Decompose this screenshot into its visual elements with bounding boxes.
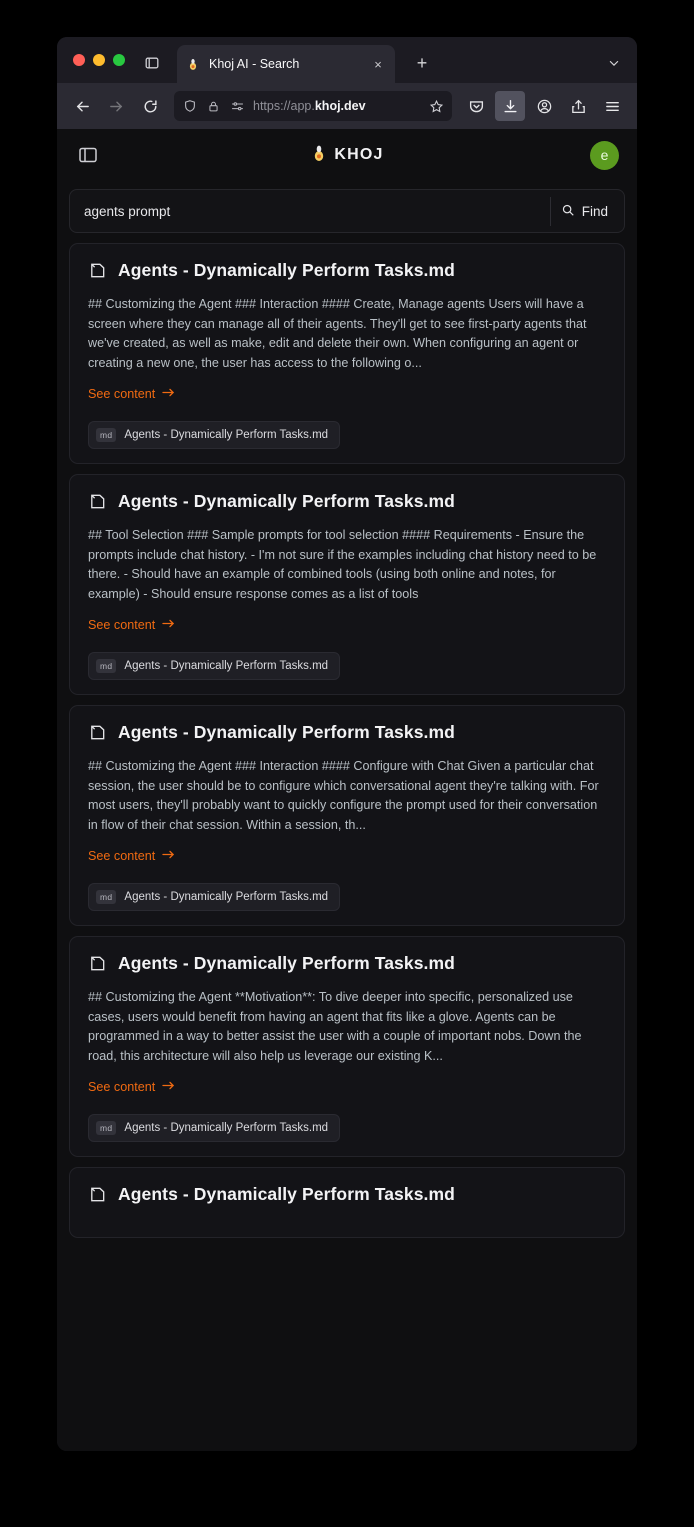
card-snippet: ## Tool Selection ### Sample prompts for tool selection #### Requirements - Ensure the prompts include chat history. - I'm not sure if the examples including chat history need to be there. - Should have an example of combined tools (using both online and notes, for example) - Should ensure response comes as a list of tools — [88, 528, 597, 601]
card-title: Agents - Dynamically Perform Tasks.md — [118, 722, 455, 743]
url-prefix: https://app. — [253, 99, 315, 113]
file-document-icon — [88, 723, 107, 742]
chevron-down-icon[interactable] — [599, 48, 629, 78]
tab-title: Khoj AI - Search — [209, 57, 300, 71]
chip-row — [88, 652, 606, 680]
see-content-label: See content — [88, 849, 156, 864]
close-window-button[interactable] — [73, 54, 85, 66]
avatar[interactable]: e — [590, 141, 619, 170]
search-result-card[interactable] — [69, 936, 625, 1157]
list-all-tabs-icon[interactable] — [137, 48, 167, 78]
khoj-favicon — [185, 56, 201, 72]
arrow-right-icon — [162, 849, 175, 863]
minimize-window-button[interactable] — [93, 54, 105, 66]
chip-label: Agents - Dynamically Perform Tasks.md — [124, 891, 329, 904]
file-document-icon — [88, 954, 107, 973]
browser-tab[interactable] — [177, 45, 395, 83]
card-snippet: ## Customizing the Agent ### Interaction #### Configure with Chat Given a particular chat session, the user should be to configure which conversational agent they're talking with. For most users, they'll probably want to quickly configure the prompt used for their conversation in flow of their chat session. Within a session, th... — [88, 759, 599, 832]
brand-name: KHOJ — [334, 146, 384, 163]
tab-strip — [57, 37, 637, 83]
arrow-left-icon[interactable] — [67, 91, 97, 121]
find-button[interactable] — [550, 197, 618, 226]
browser-window — [57, 37, 637, 1451]
source-file-chip[interactable] — [88, 652, 340, 680]
card-header — [88, 1184, 606, 1205]
chip-row — [88, 421, 606, 449]
shield-icon — [181, 98, 198, 115]
find-label: Find — [581, 203, 608, 219]
chip-badge: md — [96, 890, 116, 904]
url-bar[interactable] — [174, 91, 452, 121]
search-result-card[interactable] — [69, 474, 625, 695]
see-content-link[interactable] — [88, 1080, 175, 1094]
see-content-link[interactable] — [88, 387, 175, 401]
search-result-card[interactable] — [69, 243, 625, 464]
search-bar — [69, 189, 625, 233]
download-icon[interactable] — [495, 91, 525, 121]
card-snippet: ## Customizing the Agent **Motivation**: To dive deeper into specific, personalized use cases, users would benefit from having an agent that fits like a glove. Agents can be programmed in a way to better assist the user with a couple of important nobs. Down the road, this architecture will also help us leverage our existing K... — [88, 990, 582, 1063]
lock-icon — [205, 98, 222, 115]
file-document-icon — [88, 1185, 107, 1204]
hamburger-menu-icon[interactable] — [597, 91, 627, 121]
arrow-right-icon — [162, 1080, 175, 1094]
card-snippet: ## Customizing the Agent ### Interaction #### Create, Manage agents Users will have a screen where they can manage all of their agents. They'll get to see first-party agents that we've created, as well as make, edit and delete their own. When configuring an agent or creating a new one, the user has access to the following o... — [88, 297, 587, 370]
see-content-label: See content — [88, 618, 156, 633]
card-title: Agents - Dynamically Perform Tasks.md — [118, 953, 455, 974]
pocket-icon[interactable] — [461, 91, 491, 121]
see-content-label: See content — [88, 387, 156, 402]
app-header — [57, 129, 637, 181]
card-title: Agents - Dynamically Perform Tasks.md — [118, 260, 455, 280]
navigation-toolbar — [57, 83, 637, 129]
url-text — [253, 99, 421, 113]
share-icon[interactable] — [563, 91, 593, 121]
see-content-label: See content — [88, 1080, 156, 1095]
file-document-icon — [88, 261, 107, 280]
see-content-link[interactable] — [88, 849, 175, 863]
arrow-right-icon — [162, 387, 175, 401]
window-controls — [67, 37, 131, 83]
chip-label: Agents - Dynamically Perform Tasks.md — [124, 660, 329, 673]
card-header — [88, 953, 606, 974]
page-content — [57, 129, 637, 1451]
search-result-card[interactable] — [69, 1167, 625, 1238]
search-input[interactable] — [84, 204, 550, 219]
chip-row — [88, 883, 606, 911]
url-domain: khoj.dev — [314, 99, 366, 113]
chip-badge: md — [96, 1121, 116, 1135]
account-icon[interactable] — [529, 91, 559, 121]
card-title: Agents - Dynamically Perform Tasks.md — [118, 491, 455, 512]
close-tab-button[interactable]: × — [374, 56, 382, 72]
permissions-icon[interactable] — [229, 98, 246, 115]
star-icon[interactable] — [428, 98, 445, 115]
maximize-window-button[interactable] — [113, 54, 125, 66]
see-content-link[interactable] — [88, 618, 175, 632]
chip-badge: md — [96, 659, 116, 673]
chip-badge: md — [96, 428, 116, 442]
chip-row — [88, 1114, 606, 1142]
search-results-list — [69, 243, 625, 1447]
arrow-right-icon — [101, 91, 131, 121]
arrow-right-icon — [162, 618, 175, 632]
sidebar-toggle-icon[interactable] — [75, 142, 101, 168]
reload-icon[interactable] — [135, 91, 165, 121]
card-title: Agents - Dynamically Perform Tasks.md — [118, 1184, 455, 1205]
khoj-lamp-icon — [310, 143, 328, 168]
file-document-icon — [88, 492, 107, 511]
source-file-chip[interactable] — [88, 421, 340, 449]
source-file-chip[interactable] — [88, 1114, 340, 1142]
tab-strip-right — [599, 48, 629, 78]
chip-label: Agents - Dynamically Perform Tasks.md — [124, 1122, 329, 1135]
source-file-chip[interactable] — [88, 883, 340, 911]
search-result-card[interactable] — [69, 705, 625, 926]
card-header — [88, 491, 606, 512]
chip-label: Agents - Dynamically Perform Tasks.md — [124, 429, 329, 442]
search-icon — [561, 203, 575, 220]
brand — [57, 143, 637, 168]
new-tab-button[interactable]: + — [416, 52, 428, 73]
card-header — [88, 722, 606, 743]
card-header — [88, 260, 606, 281]
